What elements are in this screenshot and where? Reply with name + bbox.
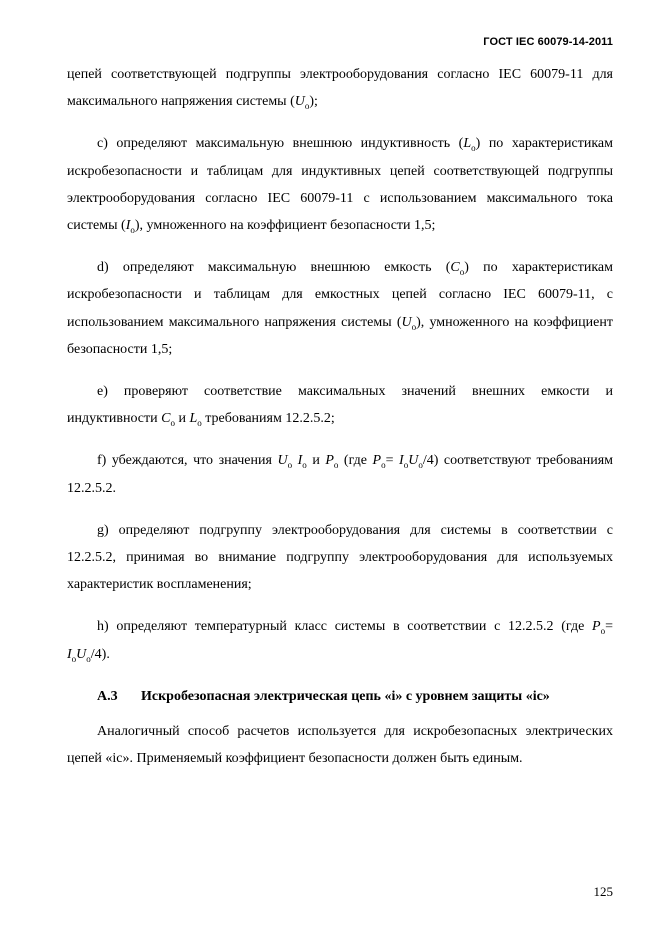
paragraph-item-f: f) убеждаются, что значения $U_o$ $I_o$ и $P_o$ (где $P_o= I_oU_o/4$) соответствуют требованиям 12.2.5.2. [67,453,614,496]
paragraph-item-d: d) определяют максимальную внешнюю емкость $(C_o)$ по характеристикам искробезопасности и таблицам для емкостных цепей согласно IEC 60079-11, с использованием максимального напряжения системы $(U_o)$, умноженного на коэффициент безопасности 1,5; [67,260,613,357]
document-body [67,61,613,787]
section-heading-a3 [97,683,613,710]
paragraph-item-c: c) определяют максимальную внешнюю индуктивность $(L_o)$ по характеристикам искробезопасности и таблицам для индуктивных цепей соответствующей подгруппы электрооборудования согласно IEC 60079-11 с использованием максимального тока системы $(I_o)$, умноженного на коэффициент безопасности 1,5; [67,136,613,235]
section-number: A.3 [97,688,118,704]
paragraph-item-h: h) определяют температурный класс системы в соответствии с 12.2.5.2 (где $P_o= I_oU_o/4$). [67,619,613,664]
paragraph-intro: цепей соответствующей подгруппы электрооборудования согласно IEC 60079-11 для максимального напряжения системы $(U_o)$; [67,67,613,111]
paragraph-final: Аналогичный способ расчетов используется для искробезопасных электрических цепей «ic». Применяемый коэффициент безопасности должен быть единым. [67,723,613,767]
document-header: ГОСТ IEC 60079-14-2011 [483,36,613,48]
paragraph-item-g: g) определяют подгруппу электрооборудования для системы в соответствии с 12.2.5.2, принимая во внимание подгруппу электрооборудования для используемых характеристик воспламенения; [67,522,613,593]
paragraph-item-e: e) проверяют соответствие максимальных значений внешних емкости и индуктивности $C_o$ и $L_o$ требованиям 12.2.5.2; [67,384,613,429]
section-title: Искробезопасная электрическая цепь «i» с уровнем защиты «ic» [141,688,550,704]
page-number: 125 [593,884,613,899]
